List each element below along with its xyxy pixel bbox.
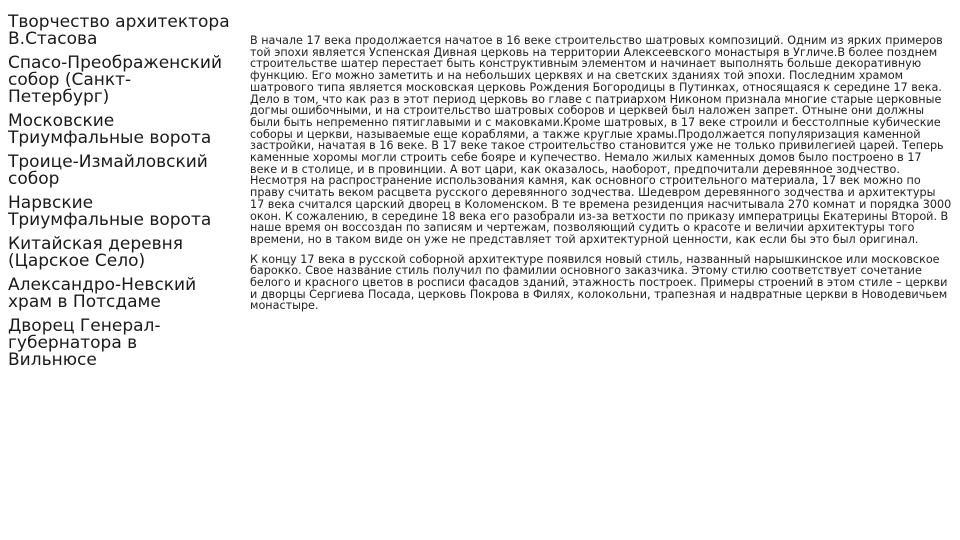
content-paragraph-1: В начале 17 века продолжается начатое в 16 веке строительство шатровых композиций. Одним из ярких примеров той эпохи является Успенская Дивная церковь на территории Алексеевского монастыря в Угличе.В более позднем строительстве шатер перестает быть конструктивным элементом и начинает выполнять больше декоративную функцию. Его можно заметить и на небольших церквях и на светских зданиях той эпохи. Последним храмом шатрового типа является московская церковь Рождения Богородицы в Путинках, относящаяся к середине 17 века. Дело в том, что как раз в этот период церковь во главе с патриархом Никоном признала многие старые церковные догмы ошибочными, и на строительство шатровых соборов и церквей был наложен запрет. Отныне они должны были быть непременно пятиглавыми и с маковками.Кроме шатровых, в 17 веке строили и бесстолпные кубические соборы и церкви, называемые еще кораблями, а также круглые храмы.Продолжается популяризация каменной застройки, начатая в 16 веке. В 17 веке такое строительство становится уже не только привилегией царей. Теперь каменные хоромы могли строить себе бояре и купечество. Немало жилых каменных домов было построено в 17 веке и в столице, и в провинции. А вот цари, как оказалось, наоборот, предпочитали деревянное зодчество. Несмотря на распространение использования камня, как основного строительного материала, 17 век можно по праву считать веком расцвета русского деревянного зодчества. Шедевром деревянного зодчества и архитектуры 17 века считался царский дворец в Коломенском. В те времена резиденция насчитывала 270 комнат и порядка 3000 окон. К сожалению, в середине 18 века его разобрали из-за ветхости по приказу императрицы Екатерины Второй. В наше время он воссоздан по записям и чертежам, позволяющий судить о красоте и величии архитектуры того времени, но в таком виде он уже не представляет той архитектурной ценности, как если бы это был оригинал.	[250, 34, 952, 246]
sidebar-item-vilnius-palace[interactable]: Дворец Генерал-губернатора в Вильнюсе	[8, 316, 161, 370]
sidebar-item-narva-triumphal-gate[interactable]: Нарвские Триумфальные ворота	[8, 193, 212, 230]
sidebar-item-chinese-village[interactable]: Китайская деревня (Царское Село)	[8, 234, 183, 271]
sidebar-item-troitse-izmailovsky[interactable]: Троице-Измайловский собор	[8, 152, 208, 189]
sidebar-item-stasov-work[interactable]: Творчество архитектора В.Стасова	[8, 12, 230, 49]
sidebar-nav	[8, 14, 230, 376]
sidebar-item-spaso-preobrazhensky[interactable]: Спасо-Преображенский собор (Санкт-Петербург)	[8, 53, 223, 107]
main-content	[250, 35, 952, 320]
content-paragraph-2: К концу 17 века в русской соборной архитектуре появился новый стиль, названный нарышкинское или московское барокко. Свое название стиль получил по фамилии основного заказчика. Этому стилю соответствует сочетание белого и красного цветов в росписи фасадов зданий, этажность построек. Примеры строений в этом стиле – церкви и дворцы Сергиева Посада, церковь Покрова в Филях, колокольни, трапезная и надвратные церкви в Новодевичьем монастыре.	[250, 252, 948, 313]
sidebar-item-moscow-triumphal-gate[interactable]: Московские Триумфальные ворота	[8, 111, 212, 148]
sidebar-item-alexander-nevsky-potsdam[interactable]: Александро-Невский храм в Потсдаме	[8, 275, 197, 312]
